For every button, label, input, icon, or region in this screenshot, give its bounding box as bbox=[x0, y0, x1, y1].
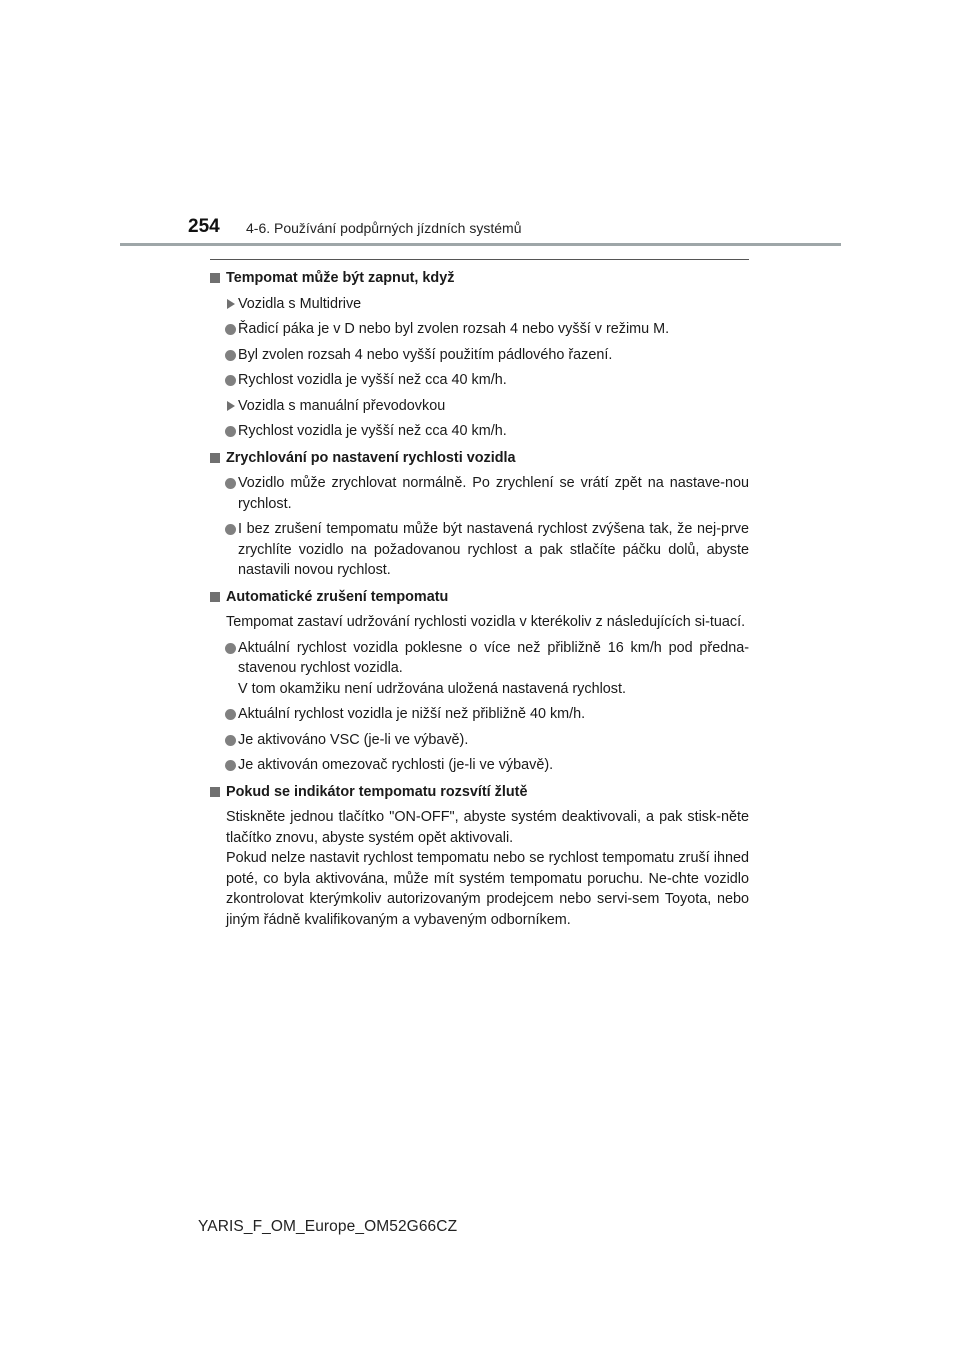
circle-bullet-icon bbox=[225, 643, 236, 654]
list-item: Rychlost vozidla je vyšší než cca 40 km/h. bbox=[210, 421, 749, 442]
list-item: Byl zvolen rozsah 4 nebo vyšší použitím pádlového řazení. bbox=[210, 345, 749, 366]
section-heading: Pokud se indikátor tempomatu rozsvítí žlutě bbox=[210, 782, 749, 803]
list-item: Aktuální rychlost vozidla je nižší než přibližně 40 km/h. bbox=[210, 704, 749, 725]
circle-bullet-icon bbox=[225, 350, 236, 361]
sub-heading: Vozidla s Multidrive bbox=[210, 294, 749, 315]
triangle-bullet-icon bbox=[227, 299, 235, 309]
list-item: Rychlost vozidla je vyšší než cca 40 km/h. bbox=[210, 370, 749, 391]
square-bullet-icon bbox=[210, 787, 220, 797]
list-item: Aktuální rychlost vozidla poklesne o více než přibližně 16 km/h pod předna-stavenou rychlost vozidla. V tom okamžiku není udržována uložená nastavená rychlost. bbox=[210, 638, 749, 700]
circle-bullet-icon bbox=[225, 324, 236, 335]
circle-bullet-icon bbox=[225, 478, 236, 489]
circle-bullet-icon bbox=[225, 735, 236, 746]
circle-bullet-icon bbox=[225, 426, 236, 437]
page-content bbox=[210, 268, 749, 935]
square-bullet-icon bbox=[210, 453, 220, 463]
page-number: 254 bbox=[188, 216, 220, 237]
circle-bullet-icon bbox=[225, 709, 236, 720]
section-heading: Automatické zrušení tempomatu bbox=[210, 587, 749, 608]
paragraph: Stiskněte jednou tlačítko "ON-OFF", abyste systém deaktivovali, a pak stisk-něte tlačítko znovu, abyste systém opět aktivovali. Pokud nelze nastavit rychlost tempomatu nebo se rychlost tempomatu zruší ihned poté, co byla aktivována, může mít systém tempomatu poruchu. Ne-chte vozidlo zkontrolovat kterýmkoliv autorizovaným prodejcem nebo servi-sem Toyota, nebo jiným řádně kvalifikovaným a vybaveným odborníkem. bbox=[226, 809, 749, 928]
section-heading: Tempomat může být zapnut, když bbox=[210, 268, 749, 289]
sub-heading: Vozidla s manuální převodovkou bbox=[210, 396, 749, 417]
list-item: I bez zrušení tempomatu může být nastavená rychlost zvýšena tak, že nej-prve zrychlíte vozidlo na požadovanou rychlost a pak stlačíte páčku dolů, abyste nastavili novou rychlost. bbox=[210, 519, 749, 581]
circle-bullet-icon bbox=[225, 375, 236, 386]
circle-bullet-icon bbox=[225, 760, 236, 771]
section-heading: Zrychlování po nastavení rychlosti vozidla bbox=[210, 448, 749, 469]
document-code: YARIS_F_OM_Europe_OM52G66CZ bbox=[198, 1218, 458, 1235]
list-item: Řadicí páka je v D nebo byl zvolen rozsah 4 nebo vyšší v režimu M. bbox=[210, 319, 749, 340]
header-divider bbox=[120, 243, 841, 246]
content-divider bbox=[210, 259, 749, 260]
square-bullet-icon bbox=[210, 592, 220, 602]
list-item: Je aktivováno VSC (je-li ve výbavě). bbox=[210, 730, 749, 751]
page-header bbox=[0, 0, 960, 250]
paragraph: Tempomat zastaví udržování rychlosti vozidla v kterékoliv z následujících si-tuací. bbox=[226, 614, 746, 630]
list-item: Je aktivován omezovač rychlosti (je-li ve výbavě). bbox=[210, 755, 749, 776]
list-item: Vozidlo může zrychlovat normálně. Po zrychlení se vrátí zpět na nastave-nou rychlost. bbox=[210, 473, 749, 514]
square-bullet-icon bbox=[210, 273, 220, 283]
triangle-bullet-icon bbox=[227, 401, 235, 411]
circle-bullet-icon bbox=[225, 524, 236, 535]
section-title: 4-6. Používání podpůrných jízdních systémů bbox=[246, 220, 522, 236]
